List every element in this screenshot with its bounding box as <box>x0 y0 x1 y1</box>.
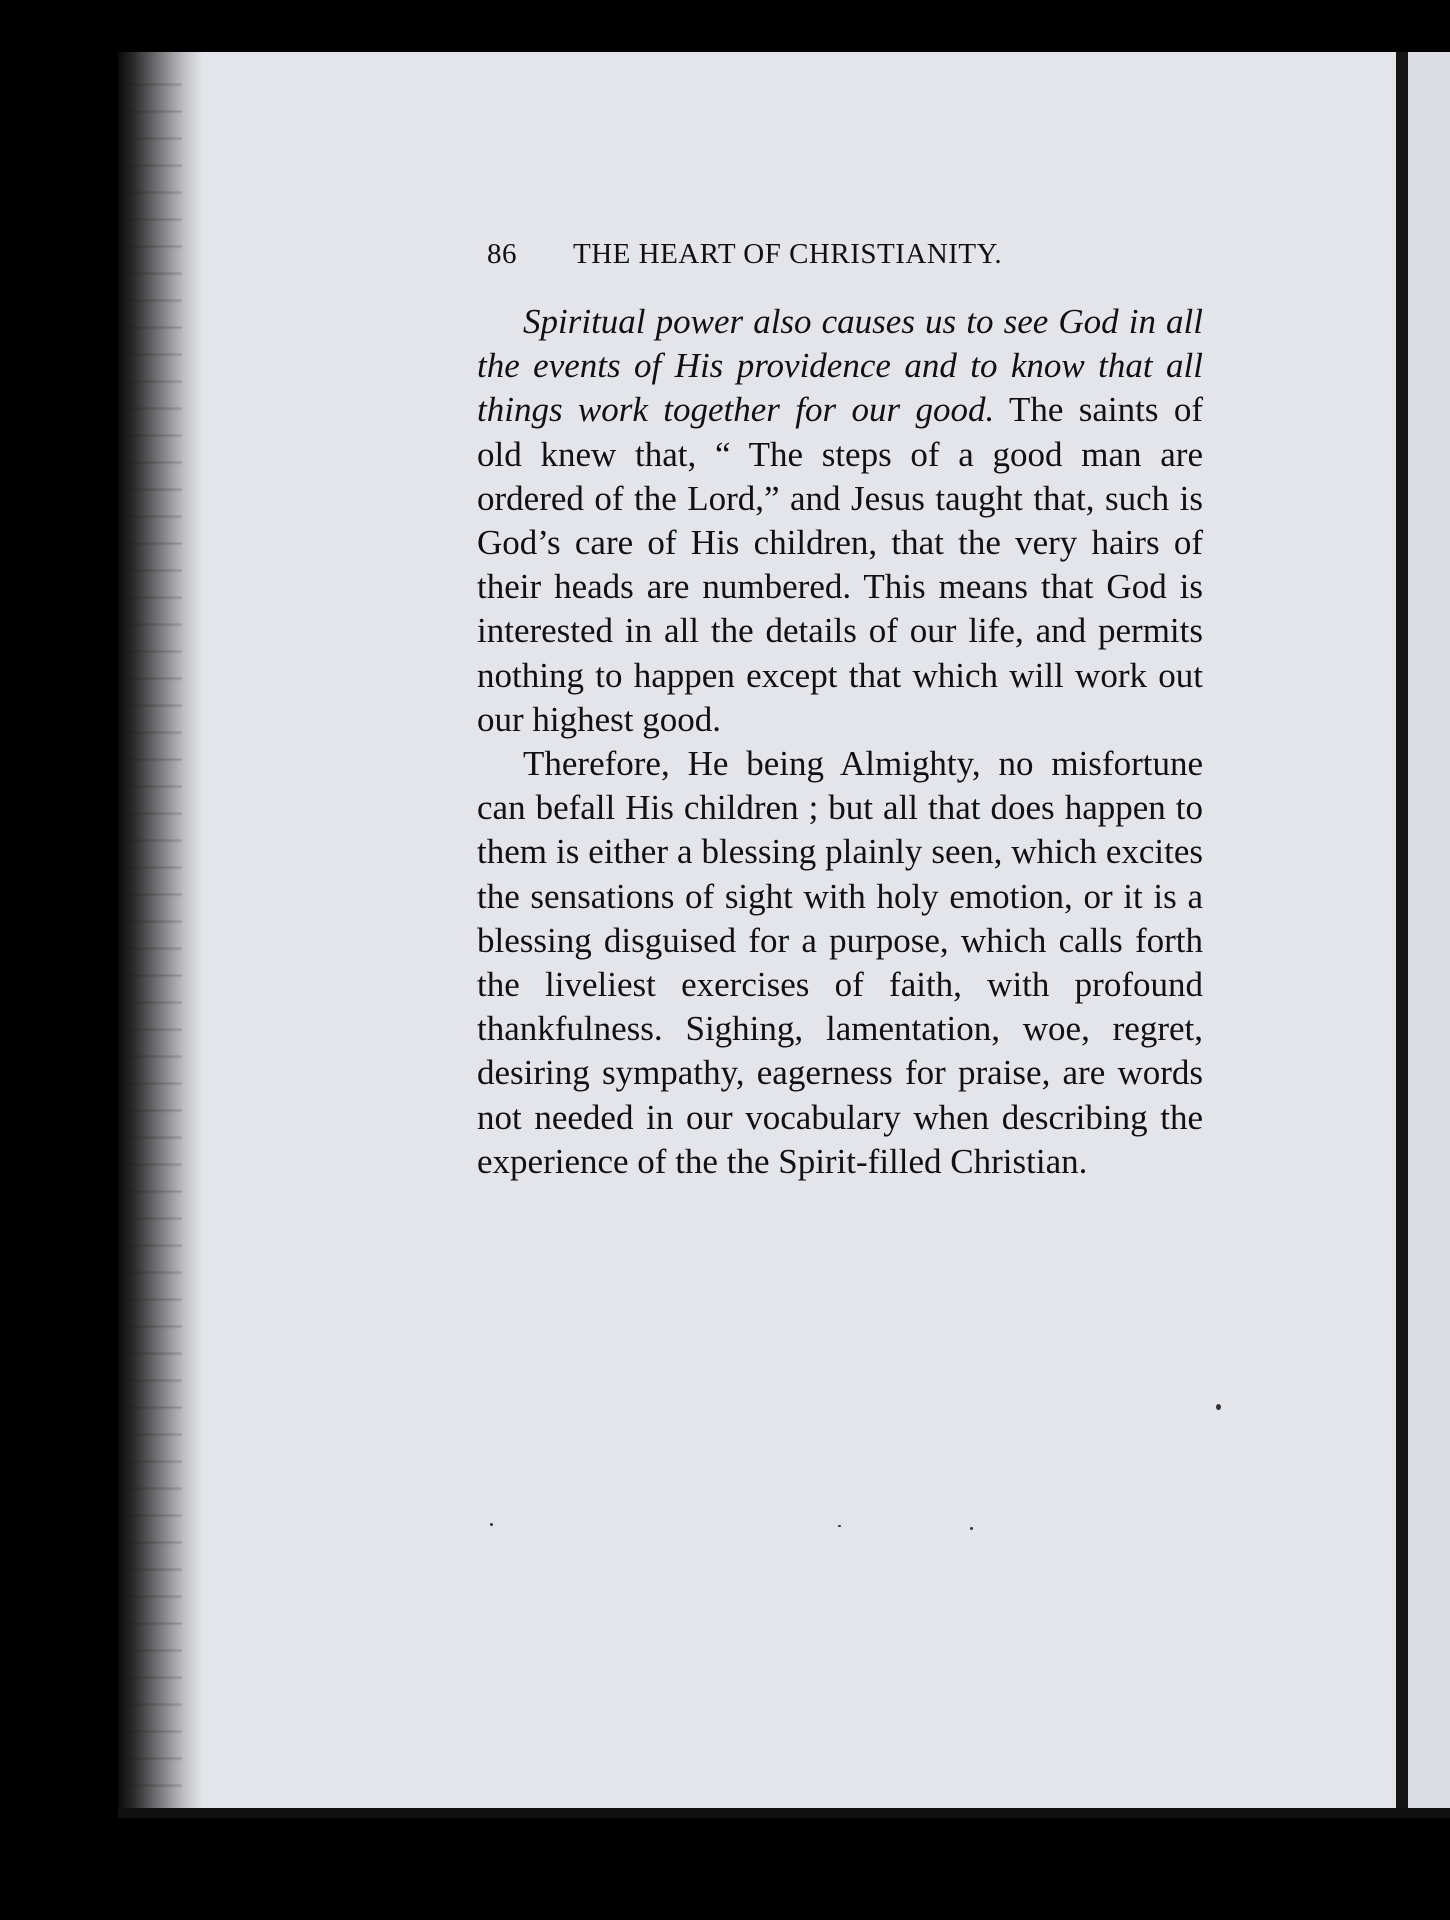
body-text <box>477 300 1203 1184</box>
paragraph-1-italic-lead: Spiritual power also causes us to see God in all the events of His providence and to know that all things work together for our good. <box>477 302 1203 430</box>
next-page-strip <box>1408 52 1450 1814</box>
paragraph-2-text: Therefore, He being Almighty, no misfortune can befall His children ; but all that does happen to them is either a blessing plainly seen, which excites the sensations of sight with holy emotion, or it is a blessing disguised for a purpose, which calls forth the liveliest exercises of faith, with profound thankfulness. Sighing, lamentation, woe, regret, desiring sympathy, eagerness for praise, are words not needed in our vocabulary when describing the experience of the the Spirit-filled Christian. <box>477 744 1203 1181</box>
paragraph-1 <box>477 300 1203 742</box>
ink-speck <box>970 1527 973 1530</box>
ink-speck <box>1216 1404 1221 1410</box>
bottom-page-edge <box>118 1808 1450 1818</box>
right-page-edge <box>1396 52 1408 1814</box>
ink-speck <box>838 1525 841 1527</box>
binding-streaks <box>122 60 182 1800</box>
running-header <box>487 238 1157 271</box>
paragraph-2 <box>477 742 1203 1184</box>
running-title: THE HEART OF CHRISTIANITY. <box>573 238 1003 270</box>
ink-speck <box>490 1523 493 1526</box>
page-number: 86 <box>487 238 517 270</box>
paragraph-1-text: The saints of old knew that, “ The steps of a good man are ordered of the Lord,” and Jesus taught that, such is God’s care of His children, that the very hairs of their heads are numbered. This means that God is interested in all the details of our life, and permits nothing to happen except that which will work out our highest good. <box>477 390 1203 739</box>
